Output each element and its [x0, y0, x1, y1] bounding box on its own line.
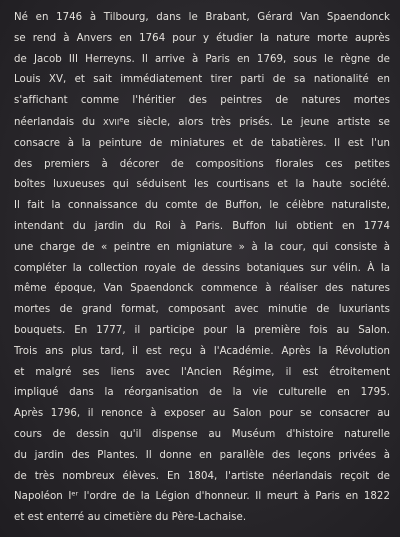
text-fragment: Napoléon I: [14, 491, 72, 503]
text-line: même époque, Van Spaendonck commence à réaliser des natures: [14, 283, 390, 295]
ordinal-suffix: er: [71, 489, 79, 498]
text-line: [14, 487, 390, 508]
text-line: Trois ans plus tard, il est reçu à l'Académie. Après la Révolution: [14, 345, 390, 357]
text-line: Né en 1746 à Tilbourg, dans le Brabant, Gérard Van Spaendonck: [14, 12, 390, 23]
text-line: une charge de « peintre en migniature » à la cour, qui consiste à: [14, 241, 390, 253]
text-line: bouquets. En 1777, il participe pour la première fois au Salon.: [14, 324, 390, 336]
text-line: du jardin des Plantes. Il donne en parallèle des leçons privées à: [14, 449, 390, 461]
text-line: boîtes luxueuses qui séduisent les courtisans et la haute société.: [14, 179, 390, 191]
text-line: impliqué dans la réorganisation de la vie culturelle en 1795.: [14, 387, 390, 399]
text-line: et est enterré au cimetière du Père-Lachaise.: [14, 512, 247, 524]
text-line: Après 1796, il renonce à exposer au Salon pour se consacrer au: [14, 408, 390, 420]
text-line: cours de dessin qu'il dispense au Muséum d'histoire naturelle: [14, 428, 390, 440]
century-numeral: XVII: [103, 116, 120, 127]
text-line: mortes de grand format, composant avec minutie de luxuriants: [14, 304, 390, 316]
text-line: et malgré ses liens avec l'Ancien Régime, il est étroitement: [14, 366, 390, 378]
biography-text: [14, 8, 390, 529]
text-line: des premiers à décorer de compositions florales ces petites: [14, 158, 390, 170]
text-line: intendant du jardin du Roi à Paris. Buffon lui obtient en 1774: [14, 220, 390, 232]
text-line: consacre à la peinture de miniatures et de tabatières. Il est l'un: [14, 137, 390, 149]
text-line: s'affichant comme l'héritier des peintres de natures mortes: [14, 95, 390, 107]
text-fragment: néerlandais du: [14, 116, 104, 128]
text-fragment: l'ordre de la Légion d'honneur. Il meurt à Paris en 1822: [78, 491, 390, 503]
text-line: compléter la collection royale de dessins botaniques sur vélin. À la: [14, 262, 390, 274]
century-suffix: e: [119, 115, 124, 124]
text-line: de Jacob III Herreyns. Il arrive à Paris en 1769, sous le règne de: [14, 53, 390, 65]
text-fragment: e siècle, alors très prisés. Le jeune artiste se: [123, 116, 390, 128]
text-line: se rend à Anvers en 1764 pour y étudier la nature morte auprès: [14, 32, 390, 44]
text-line: de très nombreux élèves. En 1804, l'artiste néerlandais reçoit de: [14, 470, 390, 482]
text-line: Louis XV, et sait immédiatement tirer parti de sa nationalité en: [14, 74, 390, 86]
text-line: [14, 112, 390, 134]
text-line: Il fait la connaissance du comte de Buffon, le célèbre naturaliste,: [14, 200, 390, 212]
